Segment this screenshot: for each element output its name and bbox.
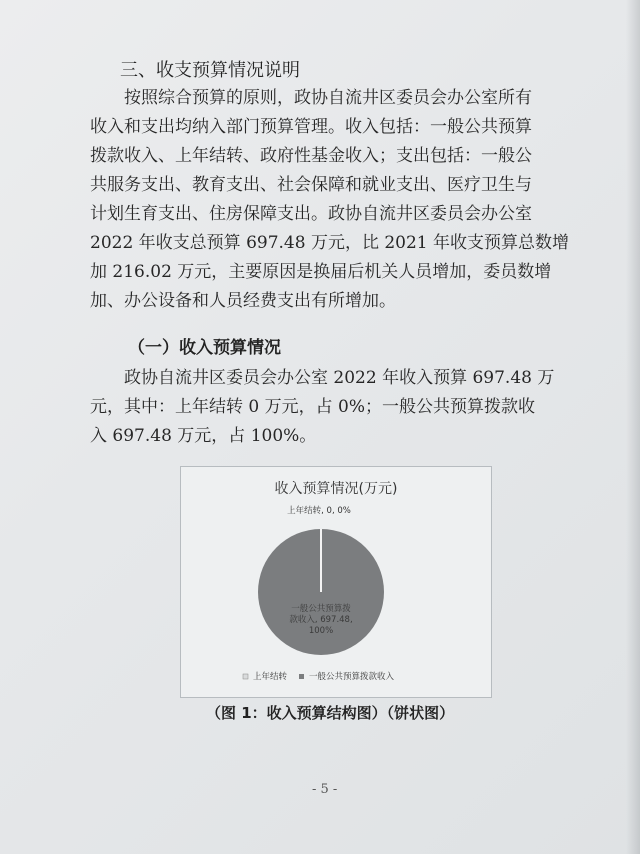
paragraph-2: [90, 364, 610, 451]
paragraph-line: 加、办公设备和人员经费支出有所增加。: [90, 291, 396, 311]
paragraph-line: 政协自流井区委员会办公室 2022 年收入预算 697.48 万: [124, 368, 555, 388]
paragraph-line: 收入和支出均纳入部门预算管理。收入包括：一般公共预算: [90, 117, 532, 137]
slice-label-line: 100%: [308, 626, 334, 636]
slice-label-carryover: 上年结转, 0, 0%: [287, 506, 351, 516]
figure-caption: （图 1：收入预算结构图）（饼状图）: [206, 704, 455, 722]
page-number: - 5 -: [312, 782, 338, 797]
paragraph-line: 加 216.02 万元，主要原因是换届后机关人员增加，委员数增: [90, 262, 552, 282]
paragraph-line: 计划生育支出、住房保障支出。政协自流井区委员会办公室: [90, 204, 532, 224]
legend-swatch-carryover: [243, 674, 248, 679]
slice-label-line: 一般公共预算拨: [291, 604, 351, 614]
paragraph-line: 元，其中：上年结转 0 万元，占 0%；一般公共预算拨款收: [90, 397, 535, 417]
paragraph-line: 按照综合预算的原则，政协自流井区委员会办公室所有: [124, 88, 532, 108]
paragraph-line: 拨款收入、上年结转、政府性基金收入；支出包括：一般公: [90, 146, 532, 166]
legend-item-general-budget: 一般公共预算拨款收入: [309, 672, 395, 682]
paragraph-line: 共服务支出、教育支出、社会保障和就业支出、医疗卫生与: [90, 175, 532, 195]
slice-label-line: 款收入, 697.48,: [289, 615, 353, 625]
pie-slices: [258, 529, 384, 655]
chart-title: 收入预算情况(万元): [274, 481, 398, 497]
section-title: 三、收支预算情况说明: [120, 60, 300, 81]
paragraph-1: [90, 84, 610, 316]
legend-swatch-general-budget: [299, 674, 304, 679]
page-edge-shadow: [626, 0, 640, 854]
paragraph-line: 入 697.48 万元，占 100%。: [90, 426, 317, 446]
legend-item-carryover: 上年结转: [253, 672, 288, 682]
pie-chart-svg: [181, 467, 491, 697]
paragraph-line: 2022 年收支总预算 697.48 万元，比 2021 年收支预算总数增: [90, 233, 570, 253]
subsection-title: （一）收入预算情况: [128, 338, 281, 358]
income-pie-chart: [180, 466, 492, 698]
